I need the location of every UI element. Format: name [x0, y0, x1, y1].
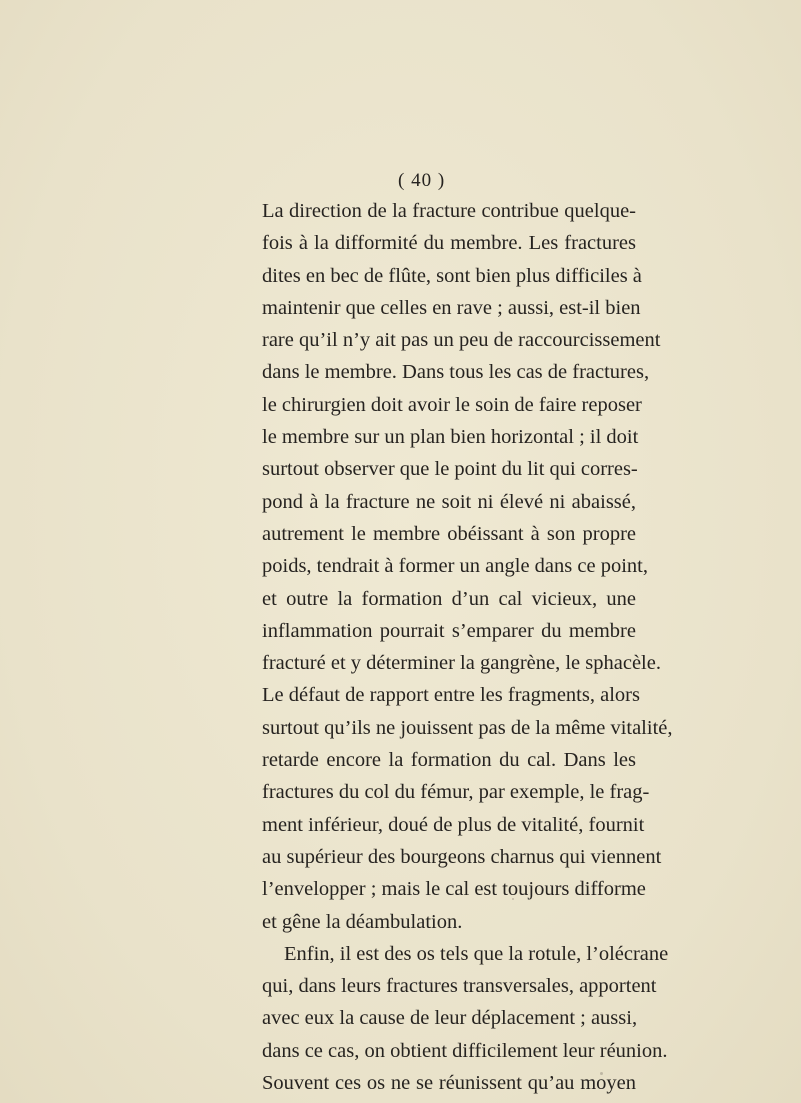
text-line: maintenir que celles en rave ; aussi, est-il bien — [262, 296, 641, 319]
text-line: poids, tendrait à former un angle dans ce point, — [262, 555, 648, 578]
text-line: au supérieur des bourgeons charnus qui viennent — [262, 845, 662, 868]
text-line: Le défaut de rapport entre les fragments, alors — [262, 684, 640, 707]
text-line: surtout observer que le point du lit qui corres- — [262, 458, 638, 481]
text-line: Souvent ces os ne se réunissent qu’au moyen — [262, 1072, 636, 1095]
text-line: La direction de la fracture contribue quelque- — [262, 200, 636, 222]
text-line: fractures du col du fémur, par exemple, le frag- — [262, 781, 650, 804]
page-number: ( 40 ) — [398, 170, 446, 191]
text-line: rare qu’il n’y ait pas un peu de raccourcissement — [262, 329, 661, 352]
text-line: dans le membre. Dans tous les cas de fractures, — [262, 361, 650, 384]
text-line: pond à la fracture ne soit ni élevé ni abaissé, — [262, 490, 636, 513]
paper-speck — [512, 898, 514, 900]
paragraph-start-line: Enfin, il est des os tels que la rotule, l’olécrane — [284, 942, 669, 965]
text-line: et outre la formation d’un cal vicieux, une — [262, 587, 636, 610]
text-line: surtout qu’ils ne jouissent pas de la même vitalité, — [262, 716, 673, 739]
paragraph-end-line: et gêne la déambulation. — [262, 910, 463, 933]
text-line: le chirurgien doit avoir le soin de faire reposer — [262, 393, 642, 416]
text-line: fois à la difformité du membre. Les fractures — [262, 232, 636, 255]
text-line: le membre sur un plan bien horizontal ; il doit — [262, 426, 639, 449]
text-line: inflammation pourrait s’emparer du membre — [262, 619, 636, 642]
text-line: avec eux la cause de leur déplacement ; aussi, — [262, 1007, 638, 1030]
text-line: autrement le membre obéissant à son propre — [262, 522, 636, 545]
text-line: retarde encore la formation du cal. Dans les — [262, 749, 636, 772]
text-line: dites en bec de flûte, sont bien plus difficiles à — [262, 264, 642, 287]
paper-speck — [600, 1072, 603, 1075]
body-text — [262, 195, 673, 1099]
text-line: fracturé et y déterminer la gangrène, le sphacèle. — [262, 652, 661, 675]
text-line: qui, dans leurs fractures transversales, apportent — [262, 975, 657, 998]
text-line: ment inférieur, doué de plus de vitalité, fournit — [262, 813, 645, 836]
text-line: l’envelopper ; mais le cal est toujours difforme — [262, 878, 646, 901]
text-line: dans ce cas, on obtient difficilement leur réunion. — [262, 1039, 668, 1062]
